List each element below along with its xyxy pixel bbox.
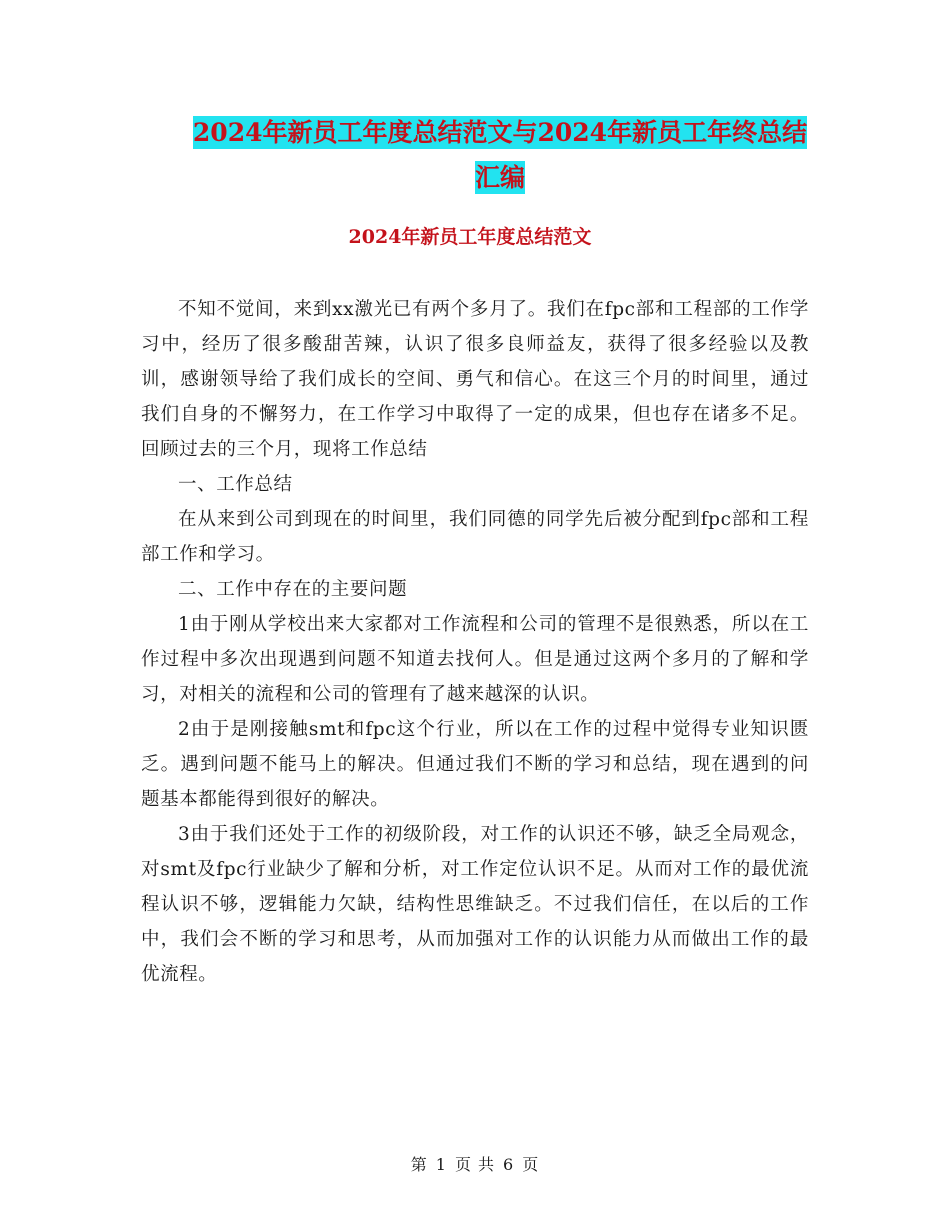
paragraph-problem-1: 1由于刚从学校出来大家都对工作流程和公司的管理不是很熟悉，所以在工作过程中多次出现遇到问题不知道去找何人。但是通过这两个多月的了解和学习，对相关的流程和公司的管理有了越来越深的认识。 (141, 614, 809, 705)
paragraph-assignment: 在从来到公司到现在的时间里，我们同德的同学先后被分配到fpc部和工程部工作和学习。 (141, 509, 809, 565)
footer-total-pages: 6 (503, 1155, 515, 1174)
section-title: 2024年新员工年度总结范文 (348, 226, 592, 248)
paragraph-problem-2: 2由于是刚接触smt和fpc这个行业，所以在工作的过程中觉得专业知识匮乏。遇到问题不能马上的解决。但通过我们不断的学习和总结，现在遇到的问题基本都能得到很好的解决。 (141, 719, 809, 810)
footer-page-number: 1 (435, 1155, 447, 1174)
document-title-line-2: 汇编 (474, 163, 525, 192)
footer-prefix: 第 (410, 1155, 428, 1174)
footer-suffix: 页 (522, 1155, 540, 1174)
document-body (141, 292, 809, 992)
heading-main-problems: 二、工作中存在的主要问题 (178, 579, 408, 600)
heading-work-summary: 一、工作总结 (178, 474, 293, 495)
document-title-line-1: 2024年新员工年度总结范文与2024年新员工年终总结 (192, 118, 808, 147)
paragraph-problem-3: 3由于我们还处于工作的初级阶段，对工作的认识还不够，缺乏全局观念，对smt及fpc行业缺少了解和分析，对工作定位认识不足。从而对工作的最优流程认识不够，逻辑能力欠缺，结构性思维缺乏。不过我们信任，在以后的工作中，我们会不断的学习和思考，从而加强对工作的认识能力从而做出工作的最优流程。 (141, 824, 809, 985)
document-title (140, 110, 860, 200)
footer-mid: 页 共 (454, 1155, 496, 1174)
paragraph-intro: 不知不觉间，来到xx激光已有两个多月了。我们在fpc部和工程部的工作学习中，经历了很多酸甜苦辣，认识了很多良师益友，获得了很多经验以及教训，感谢领导给了我们成长的空间、勇气和信心。在这三个月的时间里，通过我们自身的不懈努力，在工作学习中取得了一定的成果，但也存在诸多不足。回顾过去的三个月，现将工作总结 (141, 299, 809, 460)
page-footer (0, 1152, 950, 1175)
